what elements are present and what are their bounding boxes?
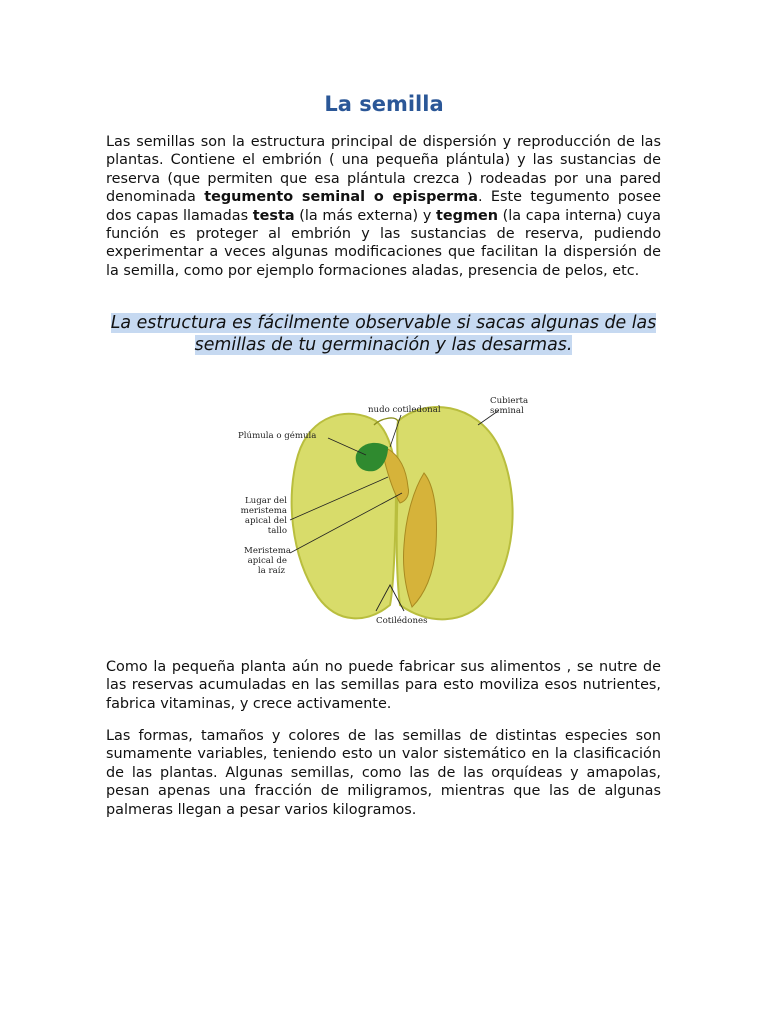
- highlight-note: [106, 312, 661, 356]
- label-lugar-1: Lugar del: [244, 496, 287, 506]
- label-plumula: Plúmula o gémula: [238, 431, 317, 441]
- bold-testa: testa: [252, 207, 295, 224]
- label-meristema-3: la raíz: [257, 566, 285, 576]
- intro-paragraph: [106, 133, 661, 280]
- label-nudo: nudo cotiledonal: [368, 405, 441, 415]
- label-cubierta-1: Cubierta: [490, 396, 529, 406]
- label-lugar-4: tallo: [267, 526, 287, 536]
- label-cotiledones: Cotilédones: [376, 616, 428, 626]
- bold-tegumento: tegumento seminal o episperma: [204, 189, 478, 206]
- label-lugar-3: apical del: [244, 516, 287, 526]
- paragraph-nutrition: Como la pequeña planta aún no puede fabricar sus alimentos , se nutre de las reservas acumuladas en las semillas para esto moviliza esos nutrientes, fabrica vitaminas, y crece activamente.: [106, 659, 661, 712]
- intro-text-2: . Este tegumento posee dos capas llamadas: [106, 189, 662, 224]
- label-meristema-1: Meristema: [244, 546, 291, 556]
- paragraph-variability: Las formas, tamaños y colores de las semillas de distintas especies son sumamente variables, teniendo esto un valor sistemático en la clasificación de las plantas. Algunas semillas, como las de las orquídeas y amapolas, pesan apenas una fracción de miligramos, mientras que las de algunas palmeras llegan a pesar varios kilogramos.: [106, 728, 661, 818]
- seed-diagram: [228, 385, 540, 647]
- label-lugar-2: meristema: [240, 506, 287, 516]
- bold-tegmen: tegmen: [436, 207, 498, 224]
- intro-text-3: (la más externa) y: [294, 207, 437, 224]
- page-title: La semilla: [324, 92, 444, 116]
- label-cubierta-2: seminal: [490, 406, 524, 416]
- intro-text-1: Las semillas son la estructura principal de dispersión y reproducción de las plantas. Contiene el embrión ( una pequeña plántula) y las sustancias de reserva (que permiten que esa plántula crezca ) rodeadas por una pared denominada: [106, 134, 661, 206]
- seed-diagram-svg: [228, 385, 540, 647]
- highlight-text: La estructura es fácilmente observable si sacas algunas de las semillas de tu germinación y las desarmas.: [110, 313, 657, 355]
- label-meristema-2: apical de: [247, 556, 287, 566]
- intro-text-4: (la capa interna) cuya función es proteger al embrión y las sustancias de reserva, pudiendo experimentar a veces algunas modificaciones que facilitan la dispersión de la semilla, como por ejemplo formaciones aladas, presencia de pelos, etc.: [106, 207, 661, 279]
